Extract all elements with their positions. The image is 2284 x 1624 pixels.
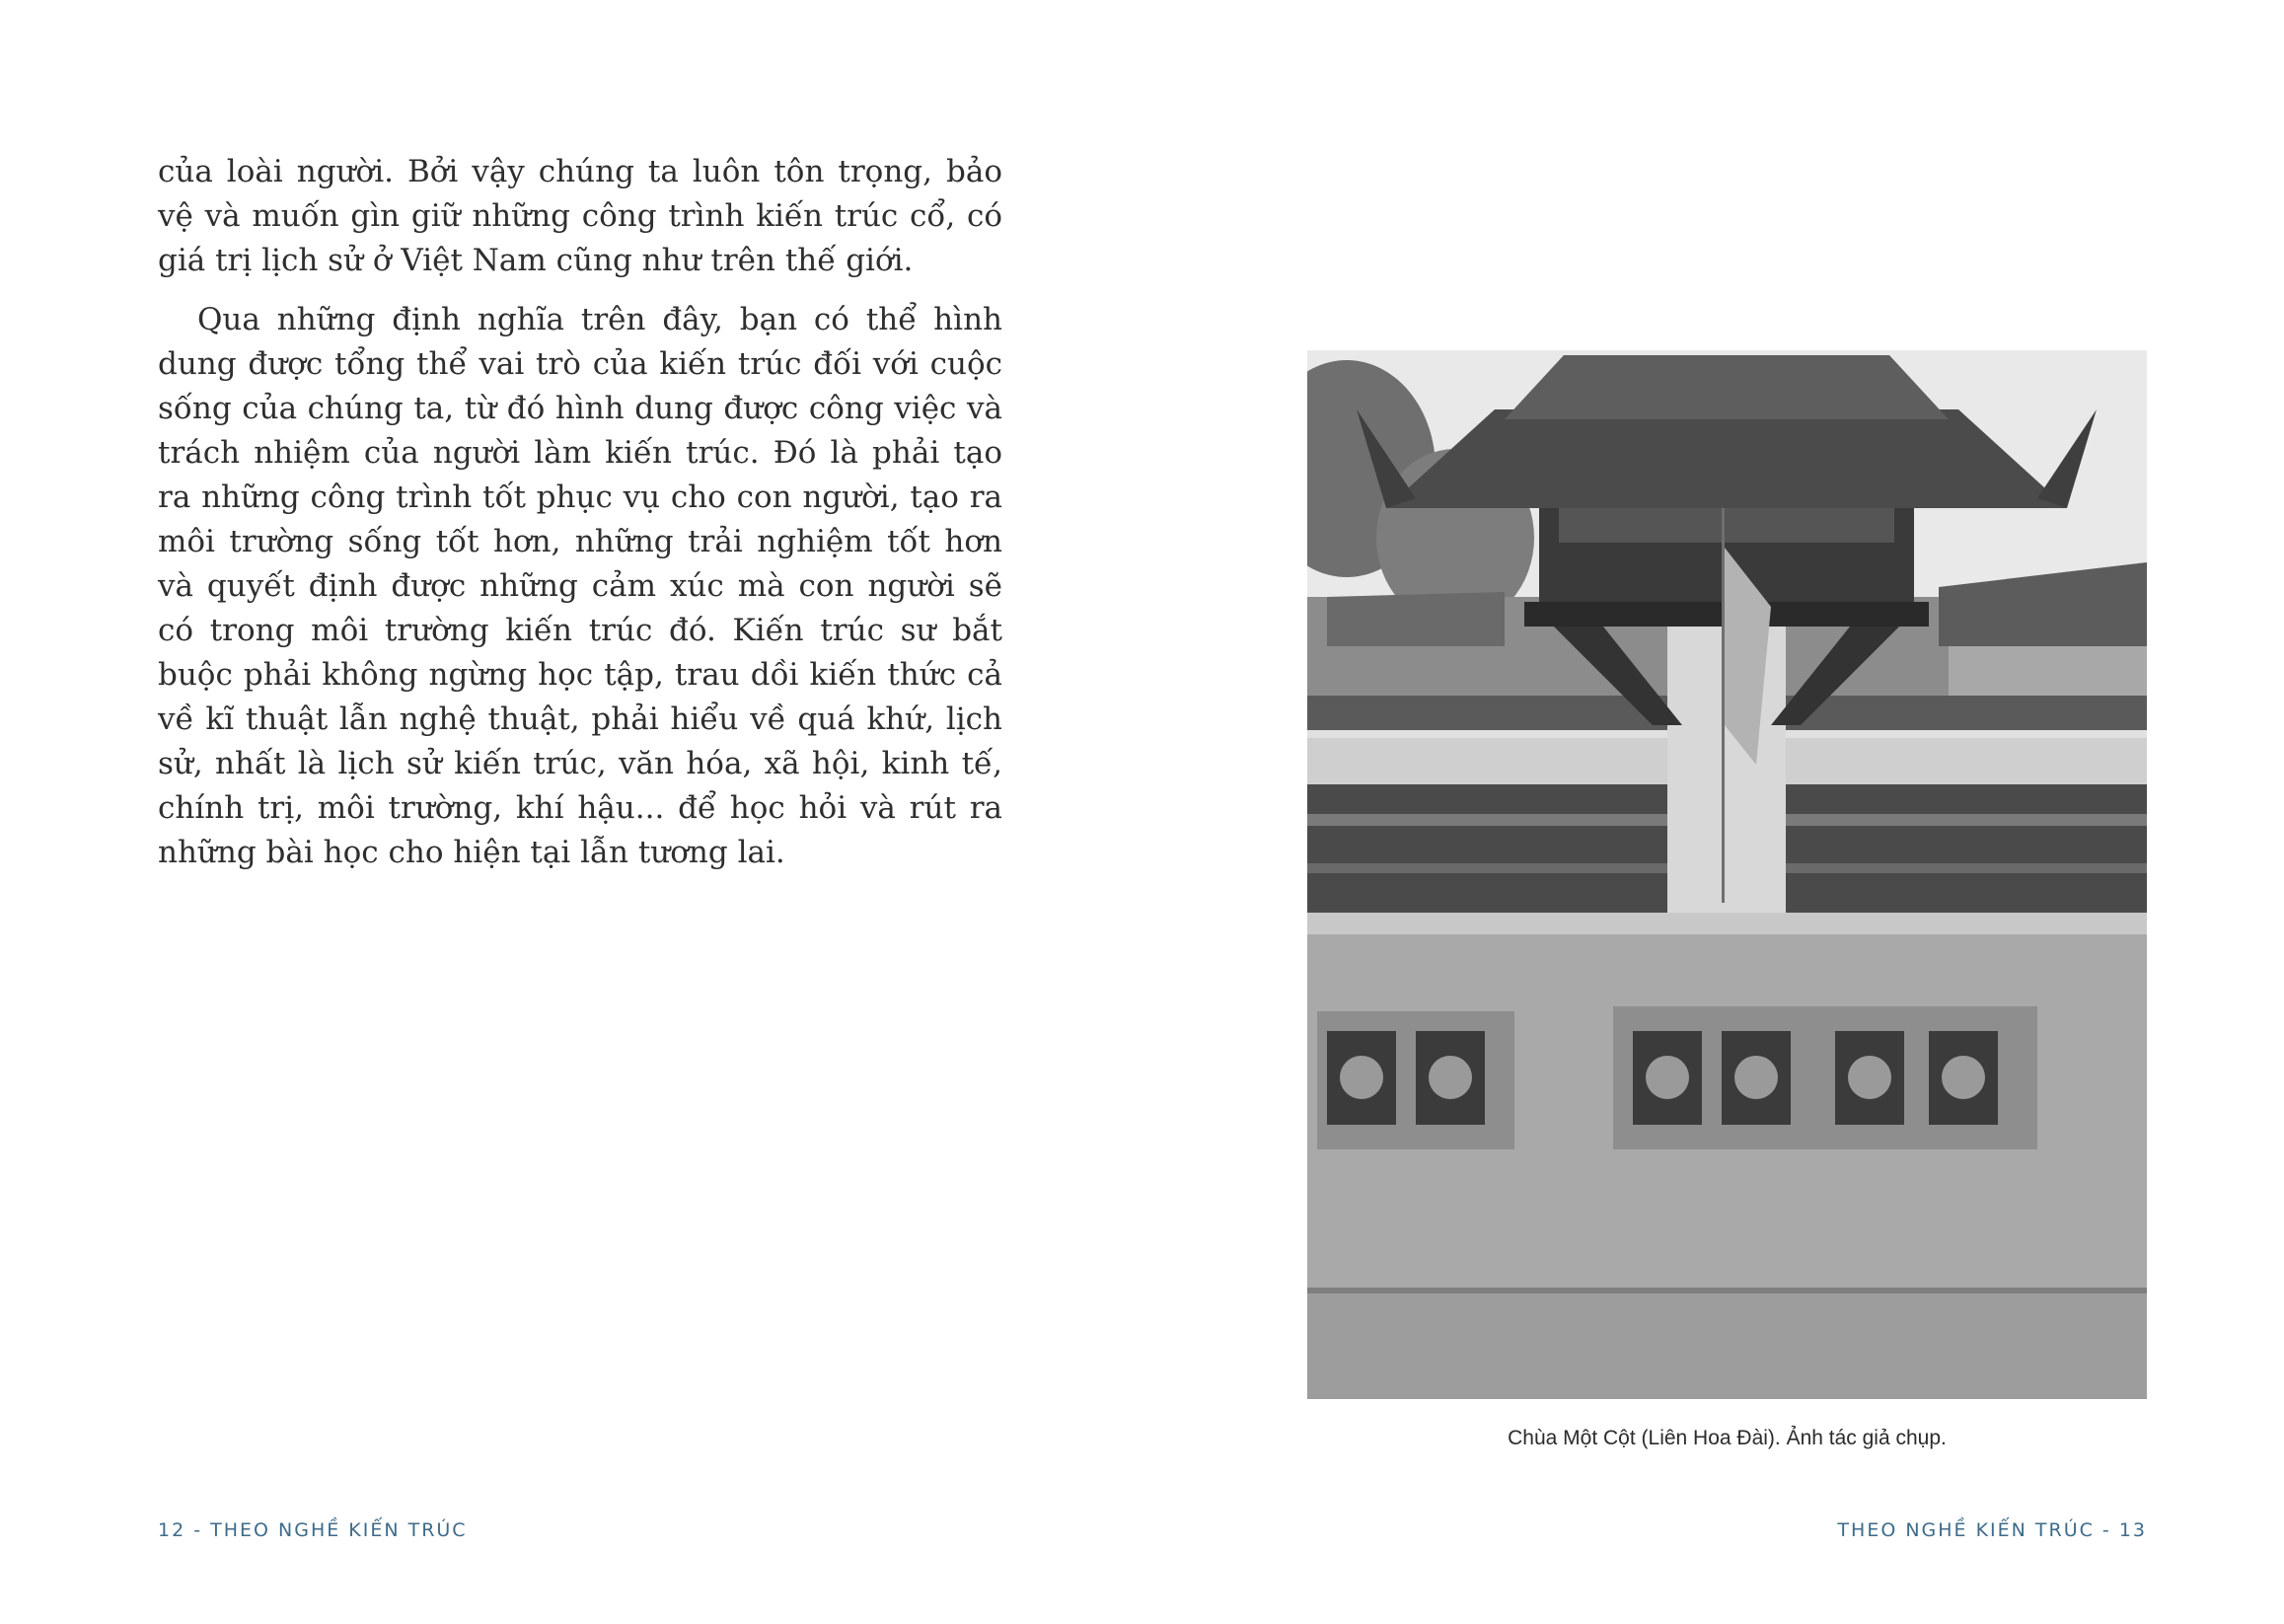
paragraph-2: Qua những định nghĩa trên đây, bạn có thể hình dung được tổng thể vai trò của kiến trúc đối với cuộc sống của chúng ta, từ đó hình dung được công việc và trách nhiệm của người làm kiến trúc. Đó là phải tạo ra những công trình tốt phục vụ cho con người, tạo ra môi trường sống tốt hơn, những trải nghiệm tốt hơn và quyết định được những cảm xúc mà con người sẽ có trong môi trường kiến trúc đó. Kiến trúc sư bắt buộc phải không ngừng học tập, trau dồi kiến thức cả về kĩ thuật lẫn nghệ thuật, phải hiểu về quá khứ, lịch sử, nhất là lịch sử kiến trúc, văn hóa, xã hội, kinh tế, chính trị, môi trường, khí hậu... để học hỏi và rút ra những bài học cho hiện tại lẫn tương lai. [158,302,1002,870]
body-text [158,150,1002,890]
paragraph-1: của loài người. Bởi vậy chúng ta luôn tôn trọng, bảo vệ và muốn gìn giữ những công trình kiến trúc cổ, có giá trị lịch sử ở Việt Nam cũng như trên thế giới. [158,154,1002,278]
folio-left: 12 - THEO NGHỀ KIẾN TRÚC [158,1519,468,1541]
one-pillar-pagoda-photo [1307,350,2147,1399]
photo-caption: Chùa Một Cột (Liên Hoa Đài). Ảnh tác giả chụp. [1508,1427,1947,1449]
folio-right: THEO NGHỀ KIẾN TRÚC - 13 [1837,1519,2147,1541]
